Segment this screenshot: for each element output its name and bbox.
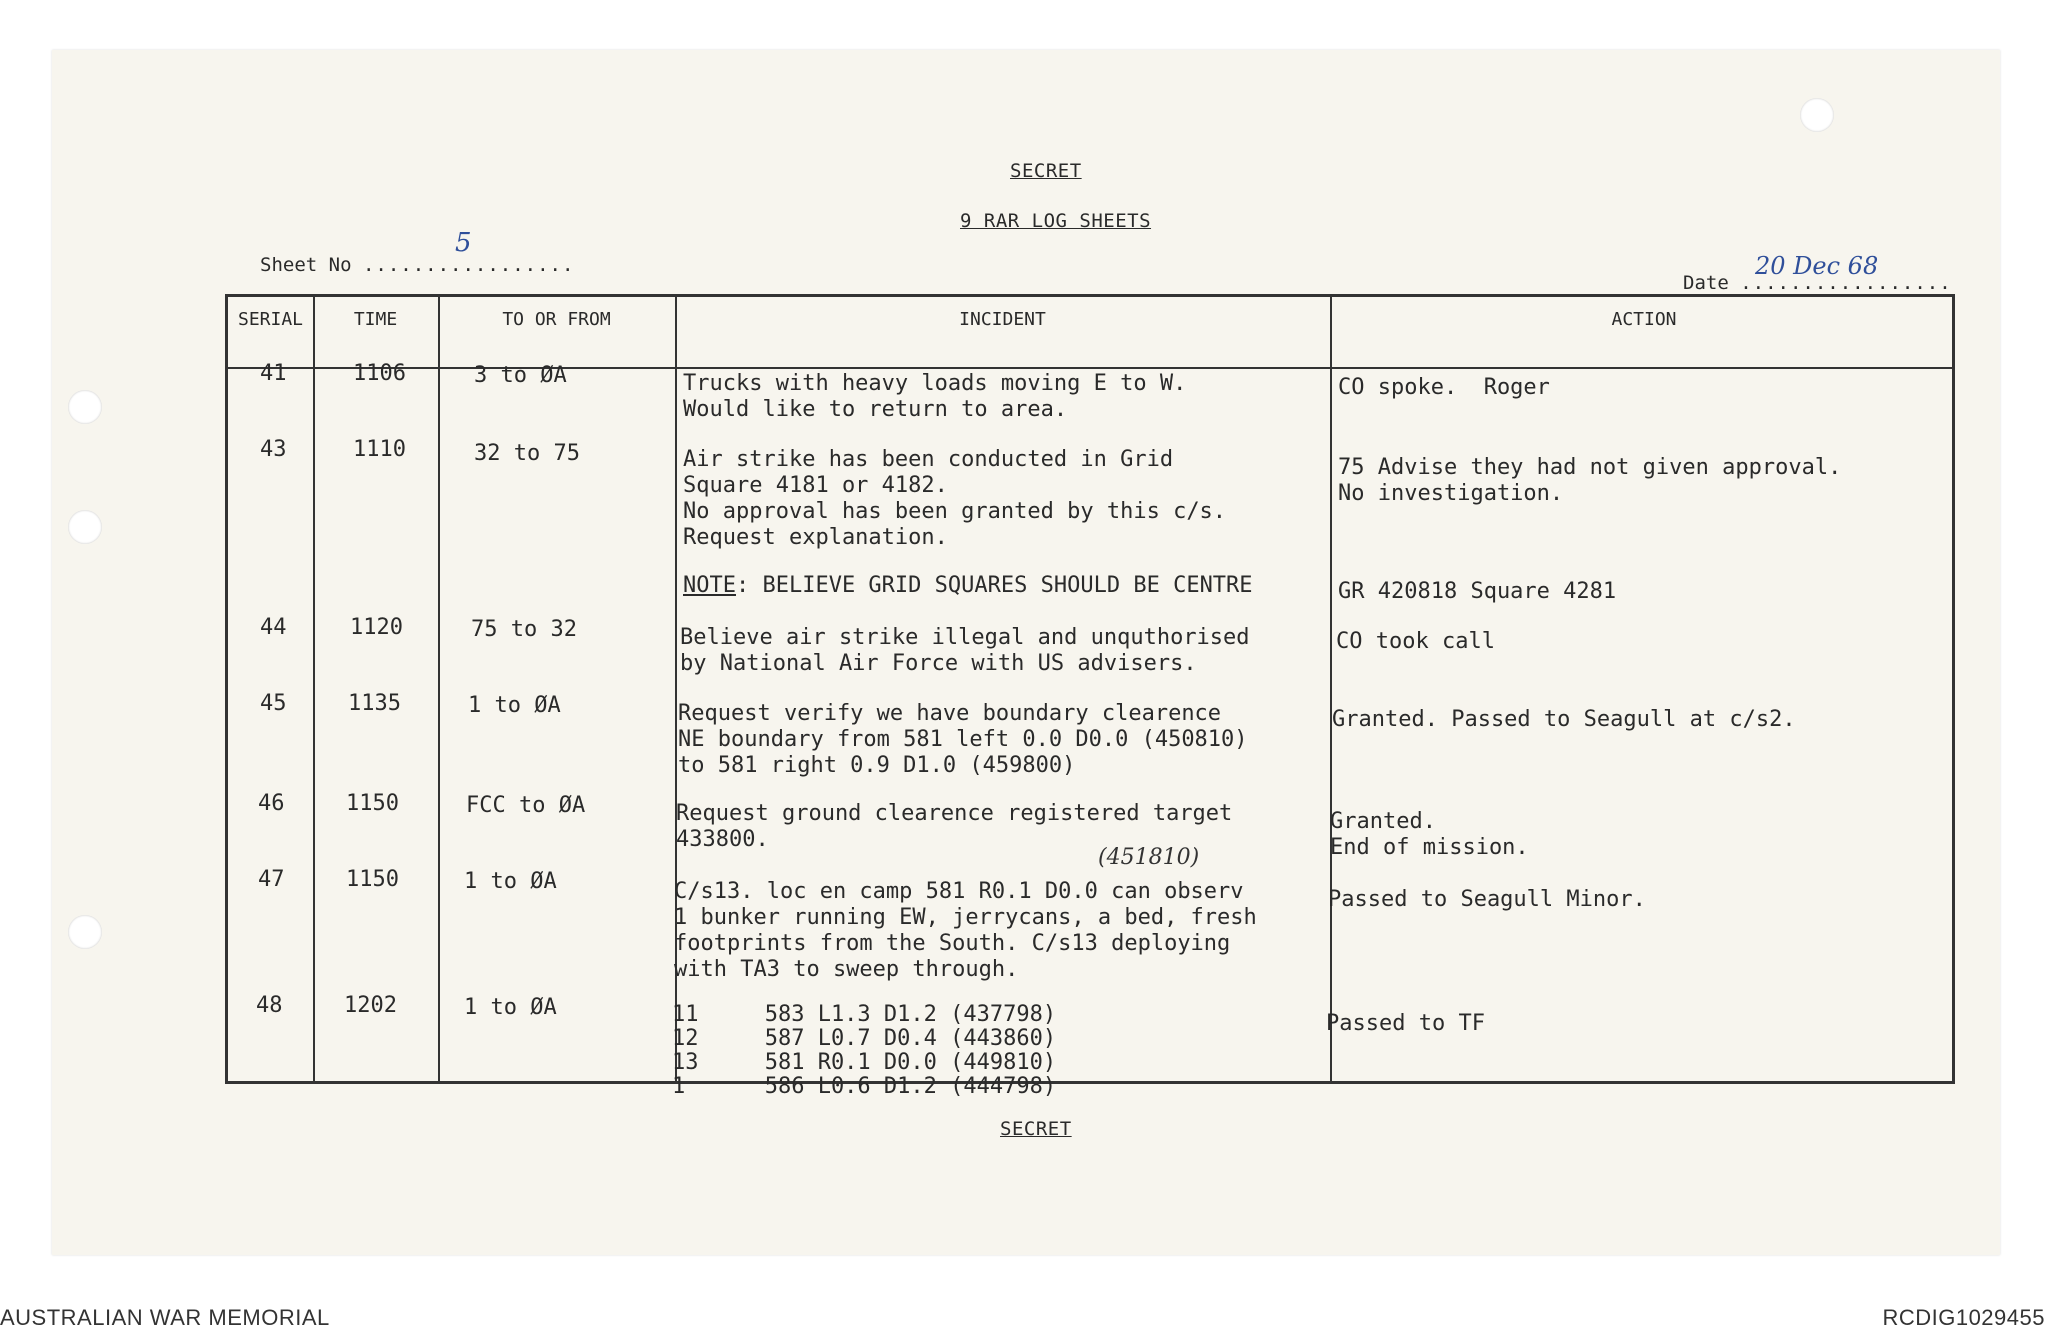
footer-institution: AUSTRALIAN WAR MEMORIAL bbox=[0, 1305, 330, 1330]
cell-time: 1120 bbox=[350, 615, 403, 640]
column-divider bbox=[1330, 297, 1332, 1081]
sheet-dots: ................. bbox=[362, 254, 575, 276]
punch-hole bbox=[68, 915, 102, 949]
cell-incident: Trucks with heavy loads moving E to W. Would like to return to area. bbox=[683, 371, 1187, 422]
punch-hole bbox=[68, 510, 102, 544]
incident-handwritten-grid: (451810) bbox=[1098, 845, 1200, 870]
cell-incident: 11 583 L1.3 D1.2 (437798) 12 587 L0.7 D0.4 (443860) 13 581 R0.1 D0.0 (449810) 1 586 L0.6 D1.2 (444798) bbox=[672, 1002, 1057, 1099]
column-header-serial: SERIAL bbox=[237, 309, 304, 330]
cell-time: 1106 bbox=[353, 361, 406, 386]
cell-incident: Request ground clearence registered target 433800. bbox=[676, 801, 1233, 852]
column-header-action: ACTION bbox=[1611, 309, 1677, 330]
cell-to-from: 3 to ØA bbox=[474, 363, 567, 388]
punch-hole bbox=[68, 390, 102, 424]
column-header-time: TIME bbox=[353, 309, 398, 330]
cell-serial: 41 bbox=[260, 361, 287, 386]
cell-serial: 48 bbox=[256, 993, 283, 1018]
cell-serial: 45 bbox=[260, 691, 287, 716]
cell-time: 1202 bbox=[344, 993, 397, 1018]
cell-serial: 44 bbox=[260, 615, 287, 640]
punch-hole bbox=[1800, 98, 1834, 132]
cell-time: 1150 bbox=[346, 791, 399, 816]
cell-to-from: 1 to ØA bbox=[464, 869, 557, 894]
cell-serial: 43 bbox=[260, 437, 287, 462]
cell-serial: 47 bbox=[258, 867, 285, 892]
date-dots: ................. bbox=[1740, 272, 1952, 294]
cell-incident-note bbox=[683, 573, 1253, 599]
note-label: NOTE bbox=[683, 573, 736, 598]
cell-time: 1150 bbox=[346, 867, 399, 892]
column-header-incident: INCIDENT bbox=[959, 309, 1046, 330]
cell-incident: Air strike has been conducted in Grid Square 4181 or 4182. No approval has been granted by this c/s. Request explanation. bbox=[683, 447, 1227, 550]
cell-time: 1110 bbox=[353, 437, 406, 462]
cell-action: CO took call bbox=[1336, 629, 1495, 654]
column-header-to-from: TO OR FROM bbox=[502, 309, 611, 330]
cell-to-from: 32 to 75 bbox=[474, 441, 580, 466]
cell-action: Granted. Passed to Seagull at c/s2. bbox=[1332, 707, 1796, 732]
footer-catalogue-id: RCDIG1029455 bbox=[1882, 1305, 2045, 1330]
cell-action: 75 Advise they had not given approval. No investigation. bbox=[1338, 455, 1842, 506]
date-label: Date bbox=[1683, 272, 1729, 294]
cell-action: Granted. End of mission. bbox=[1330, 809, 1529, 860]
cell-incident: Request verify we have boundary clearence NE boundary from 581 left 0.0 D0.0 (450810) to 581 right 0.9 D1.0 (459800) bbox=[678, 701, 1248, 778]
cell-incident: C/s13. loc en camp 581 R0.1 D0.0 can observ 1 bunker running EW, jerrycans, a bed, fresh footprints from the South. C/s13 deploying with TA3 to sweep through. bbox=[674, 879, 1257, 982]
date-handwritten: 20 Dec 68 bbox=[1755, 252, 1879, 280]
document-title: 9 RAR LOG SHEETS bbox=[960, 210, 1152, 232]
cell-to-from: FCC to ØA bbox=[466, 793, 586, 818]
cell-serial: 46 bbox=[258, 791, 285, 816]
cell-action: Passed to TF bbox=[1326, 1011, 1485, 1036]
cell-to-from: 75 to 32 bbox=[471, 617, 577, 642]
column-divider bbox=[313, 297, 315, 1081]
log-table bbox=[225, 294, 1955, 1099]
cell-action: Passed to Seagull Minor. bbox=[1328, 887, 1646, 912]
classification-top: SECRET bbox=[1010, 160, 1082, 182]
cell-to-from: 1 to ØA bbox=[468, 693, 561, 718]
sheet-number-field bbox=[260, 254, 574, 276]
cell-action: GR 420818 Square 4281 bbox=[1338, 579, 1617, 604]
cell-action: CO spoke. Roger bbox=[1338, 375, 1550, 400]
sheet-label: Sheet No bbox=[260, 254, 352, 276]
column-divider bbox=[438, 297, 440, 1081]
sheet-number-handwritten: 5 bbox=[455, 228, 472, 258]
cell-to-from: 1 to ØA bbox=[464, 995, 557, 1020]
cell-time: 1135 bbox=[348, 691, 401, 716]
classification-bottom: SECRET bbox=[1000, 1118, 1072, 1140]
note-text: : BELIEVE GRID SQUARES SHOULD BE CENTRE bbox=[735, 573, 1253, 598]
cell-incident: Believe air strike illegal and unquthorised by National Air Force with US advisers. bbox=[680, 625, 1250, 676]
